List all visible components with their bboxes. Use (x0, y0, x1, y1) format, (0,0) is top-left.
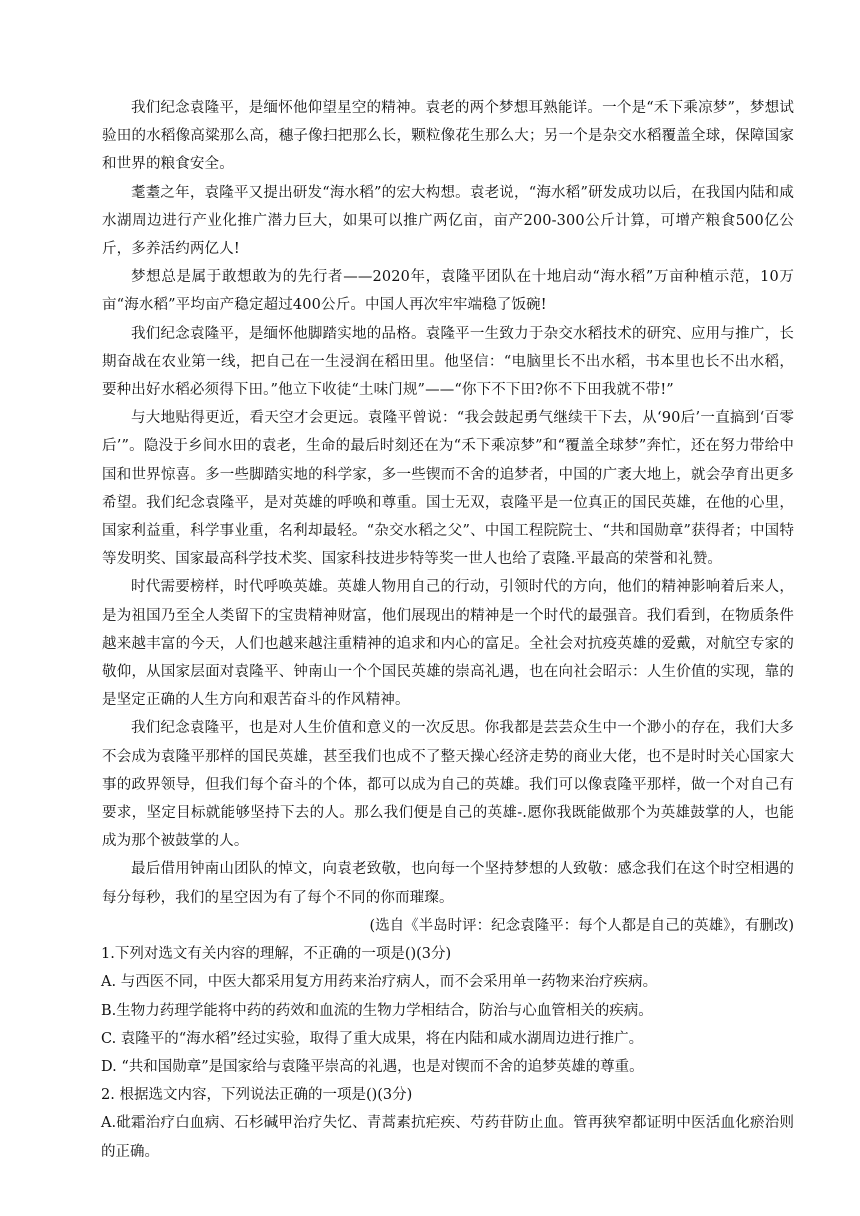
article-paragraph-1: 我们纪念袁隆平，是缅怀他仰望星空的精神。袁老的两个梦想耳熟能详。一个是“禾下乘凉梦”，梦想试验田的水稻像高粱那么高，穗子像扫把那么长，颗粒像花生那么大；另一个是杂交水稻覆盖全球，保障国家和世界的粮食安全。 (102, 100, 794, 173)
article-body (102, 94, 794, 940)
question-1-stem: 1.下列对选文有关内容的理解，不正确的一项是()(3分) (101, 946, 452, 963)
question-2-stem: 2. 根据选文内容，下列说法正确的一项是()(3分) (101, 1087, 413, 1104)
article-paragraph-2: 耄耋之年，袁隆平又提出研发“海水稻”的宏大构想。袁老说，“海水稻”研发成功以后，在我国内陆和咸水湖周边进行产业化推广潜力巨大，如果可以推广两亿亩，亩产200-300公斤计算，可增产粮食500亿公斤，多养活约两亿人! (102, 184, 794, 258)
question-1-option-c: C. 袁隆平的“海水稻”经过实验，取得了重大成果，将在内陆和咸水湖周边进行推广。 (101, 1030, 644, 1047)
question-1-option-b: B.生物力药理学能将中药的药效和血流的生物力学相结合，防治与心血管相关的疾病。 (101, 1002, 653, 1019)
article-paragraph-5: 与大地贴得更近，看天空才会更远。袁隆平曾说：“我会鼓起勇气继续干下去，从‘90后’一直搞到‘百零后’”。隐没于乡间水田的袁老，生命的最后时刻还在为“禾下乘凉梦”和“覆盖全球梦”奔忙，还在努力带给中国和世界惊喜。多一些脚踏实地的科学家，多一些锲而不舍的追梦者，中国的广袤大地上，就会孕育出更多希望。我们纪念袁隆平，是对英雄的呼唤和尊重。国士无双，袁隆平是一位真正的国民英雄，在他的心里，国家利益重，科学事业重，名利却最轻。“杂交水稻之父”、中国工程院院士、“共和国勋章”获得者；中国特等发明奖、国家最高科学技术奖、国家科技进步特等奖一世人也给了袁隆.平最高的荣誉和礼赞。 (102, 410, 794, 568)
article-paragraph-6: 时代需要榜样，时代呼唤英雄。英雄人物用自己的行动，引领时代的方向，他们的精神影响着后来人，是为祖国乃至全人类留下的宝贵精神财富，他们展现出的精神是一个时代的最强音。我们看到，在物质条件越来越丰富的今天，人们也越来越注重精神的追求和内心的富足。全社会对抗疫英雄的爱戴，对航空专家的敬仰，从国家层面对袁隆平、钟南山一个个国民英雄的崇高礼遇，也在向社会昭示：人生价值的实现，靠的是坚定正确的人生方向和艰苦奋斗的作风精神。 (102, 579, 794, 709)
article-paragraph-4: 我们纪念袁隆平，是缅怀他脚踏实地的品格。袁隆平一生致力于杂交水稻技术的研究、应用与推广，长期奋战在农业第一线，把自己在一生浸润在稻田里。他坚信：“电脑里长不出水稻，书本里也长不出水稻，要种出好水稻必须得下田。”他立下收徒“土味门规”——“你下不下田?你不下田我就不带!” (102, 325, 794, 399)
question-section (101, 940, 794, 1166)
article-paragraph-3: 梦想总是属于敢想敢为的先行者——2020年，袁隆平团队在十地启动“海水稻”万亩种植示范，10万亩“海水稻”平均亩产稳定超过400公斤。中国人再次牢牢端稳了饭碗! (102, 269, 794, 314)
article-paragraph-8: 最后借用钟南山团队的悼文，向袁老致敬，也向每一个坚持梦想的人致敬：感念我们在这个时空相遇的每分每秒，我们的星空因为有了每个不同的你而璀璨。 (102, 861, 794, 906)
article-source: (选自《半岛时评：纪念袁隆平：每个人都是自己的英雄》，有删改) (369, 917, 794, 934)
question-2-option-a: A.砒霜治疗白血病、石杉碱甲治疗失忆、青蒿素抗疟疾、芍药苷防止血。管再狭窄都证明中医活血化瘀治则的正确。 (101, 1115, 794, 1160)
question-1-option-a: A. 与西医不同，中医大都采用复方用药来治疗病人，而不会采用单一药物来治疗疾病。 (101, 974, 658, 991)
article-paragraph-7: 我们纪念袁隆平，也是对人生价值和意义的一次反思。你我都是芸芸众生中一个渺小的存在，我们大多不会成为袁隆平那样的国民英雄，甚至我们也成不了整天操心经济走势的商业大佬，也不是时时关心国家大事的政界领导，但我们每个奋斗的个体，都可以成为自己的英雄。我们可以像袁隆平那样，做一个对自己有要求，坚定目标就能够坚持下去的人。那么我们便是自己的英雄-.愿你我既能做那个为英雄鼓掌的人，也能成为那个被鼓掌的人。 (102, 720, 794, 850)
question-1-option-d: D. “共和国勋章”是国家给与袁隆平崇高的礼遇，也是对锲而不舍的追梦英雄的尊重。 (101, 1058, 644, 1075)
